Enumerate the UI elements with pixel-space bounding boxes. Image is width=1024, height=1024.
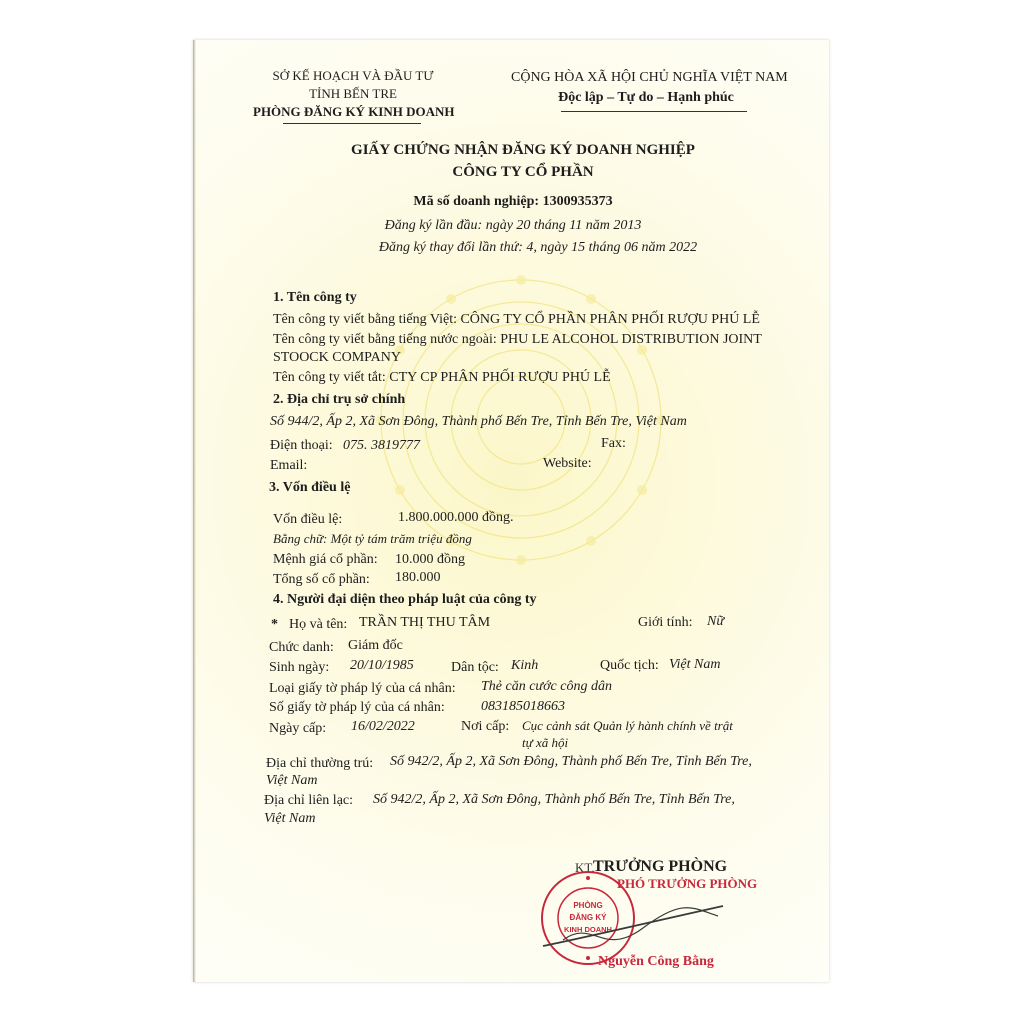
contact-address-label: Địa chỉ liên lạc: (264, 793, 354, 808)
nationality-label: Quốc tịch: (600, 658, 659, 673)
change-registration: Đăng ký thay đổi lần thứ: 4, ngày 15 tháng 06 năm 2022 (378, 240, 698, 255)
par-value-label: Mệnh giá cổ phần: (273, 552, 378, 567)
svg-text:PHÒNG: PHÒNG (573, 901, 603, 910)
id-type-value: Thẻ căn cước công dân (481, 679, 612, 694)
handwritten-signature (533, 888, 733, 958)
signature-deputy-title: PHÓ TRƯỞNG PHÒNG (617, 876, 758, 891)
permanent-address-line1: Số 942/2, Ấp 2, Xã Sơn Đông, Thành phố Bến Tre, Tỉnh Bến Tre, (390, 754, 752, 769)
company-short-name: Tên công ty viết tắt: CTY CP PHÂN PHỐI RƯỢU PHÚ LỄ (273, 370, 611, 385)
id-number-label: Số giấy tờ pháp lý của cá nhân: (269, 700, 445, 715)
header-office: PHÒNG ĐĂNG KÝ KINH DOANH (253, 104, 455, 119)
id-number-value: 083185018663 (481, 699, 565, 714)
contact-address-line2: Việt Nam (264, 811, 316, 826)
dob-value: 20/10/1985 (350, 658, 414, 673)
company-name-foreign-line2: STOOCK COMPANY (273, 350, 401, 365)
dob-label: Sinh ngày: (269, 660, 330, 675)
signature-kt: KT. (575, 860, 595, 875)
header-province: TỈNH BẾN TRE (309, 86, 397, 101)
certificate-title: GIẤY CHỨNG NHẬN ĐĂNG KÝ DOANH NGHIỆP (351, 142, 695, 158)
signer-name: Nguyễn Công Bằng (598, 954, 714, 969)
gender-value: Nữ (707, 614, 724, 629)
permanent-address-label: Địa chỉ thường trú: (266, 756, 374, 771)
ethnic-value: Kinh (511, 658, 539, 673)
issue-date-label: Ngày cấp: (269, 721, 327, 736)
header-right-underline (561, 111, 747, 112)
issue-date-value: 16/02/2022 (351, 719, 415, 734)
header-republic: CỘNG HÒA XÃ HỘI CHỦ NGHĨA VIỆT NAM (511, 70, 788, 85)
signature-title: TRƯỞNG PHÒNG (593, 858, 728, 875)
company-type: CÔNG TY CỔ PHẦN (452, 164, 594, 180)
total-shares-label: Tổng số cổ phần: (273, 572, 370, 587)
capital-in-words: Bằng chữ: Một tỷ tám trăm triệu đồng (273, 531, 472, 546)
phone-value: 075. 3819777 (343, 438, 420, 453)
certificate-paper (193, 40, 829, 982)
phone-label: Điện thoại: (270, 438, 333, 453)
svg-text:KINH DOANH: KINH DOANH (564, 925, 612, 934)
representative-bullet: * (271, 617, 278, 632)
position-value: Giám đốc (348, 638, 403, 653)
section1-heading: 1. Tên công ty (273, 290, 357, 305)
business-code: Mã số doanh nghiệp: 1300935373 (413, 194, 613, 209)
issue-place-line2: tự xã hội (522, 735, 569, 750)
section4-heading: 4. Người đại diện theo pháp luật của công ty (273, 592, 537, 607)
section2-heading: 2. Địa chỉ trụ sở chính (273, 392, 406, 407)
nationality-value: Việt Nam (669, 657, 721, 672)
capital-label: Vốn điều lệ: (273, 512, 343, 527)
document-body (193, 40, 829, 982)
svg-text:ĐĂNG KÝ: ĐĂNG KÝ (569, 913, 607, 922)
company-name-vn: Tên công ty viết bằng tiếng Việt: CÔNG TY CỔ PHẦN PHÂN PHỐI RƯỢU PHÚ LỄ (273, 312, 760, 327)
head-office-address: Số 944/2, Ấp 2, Xã Sơn Đông, Thành phố Bến Tre, Tỉnh Bến Tre, Việt Nam (270, 414, 687, 429)
issue-place-line1: Cục cảnh sát Quản lý hành chính về trật (522, 718, 733, 733)
permanent-address-line2: Việt Nam (266, 773, 318, 788)
email-label: Email: (270, 458, 308, 473)
website-label: Website: (543, 456, 592, 471)
capital-value: 1.800.000.000 đồng. (398, 510, 514, 525)
first-registration: Đăng ký lần đầu: ngày 20 tháng 11 năm 2013 (384, 218, 642, 233)
header-ministry: SỞ KẾ HOẠCH VÀ ĐẦU TƯ (272, 68, 434, 83)
section3-heading: 3. Vốn điều lệ (269, 480, 351, 495)
id-type-label: Loại giấy tờ pháp lý của cá nhân: (269, 681, 456, 696)
ethnic-label: Dân tộc: (451, 660, 499, 675)
company-name-foreign-line1: Tên công ty viết bằng tiếng nước ngoài: PHU LE ALCOHOL DISTRIBUTION JOINT (273, 332, 762, 347)
gender-label: Giới tính: (638, 615, 693, 630)
header-left-underline (283, 123, 421, 124)
position-label: Chức danh: (269, 640, 334, 655)
representative-name-label: Họ và tên: (289, 617, 348, 632)
fax-label: Fax: (601, 436, 626, 451)
header-motto: Độc lập – Tự do – Hạnh phúc (558, 90, 734, 105)
representative-name: TRẦN THỊ THU TÂM (359, 615, 491, 630)
contact-address-line1: Số 942/2, Ấp 2, Xã Sơn Đông, Thành phố Bến Tre, Tỉnh Bến Tre, (373, 792, 735, 807)
issue-place-label: Nơi cấp: (461, 719, 510, 734)
par-value: 10.000 đồng (395, 552, 465, 567)
total-shares-value: 180.000 (395, 570, 441, 585)
